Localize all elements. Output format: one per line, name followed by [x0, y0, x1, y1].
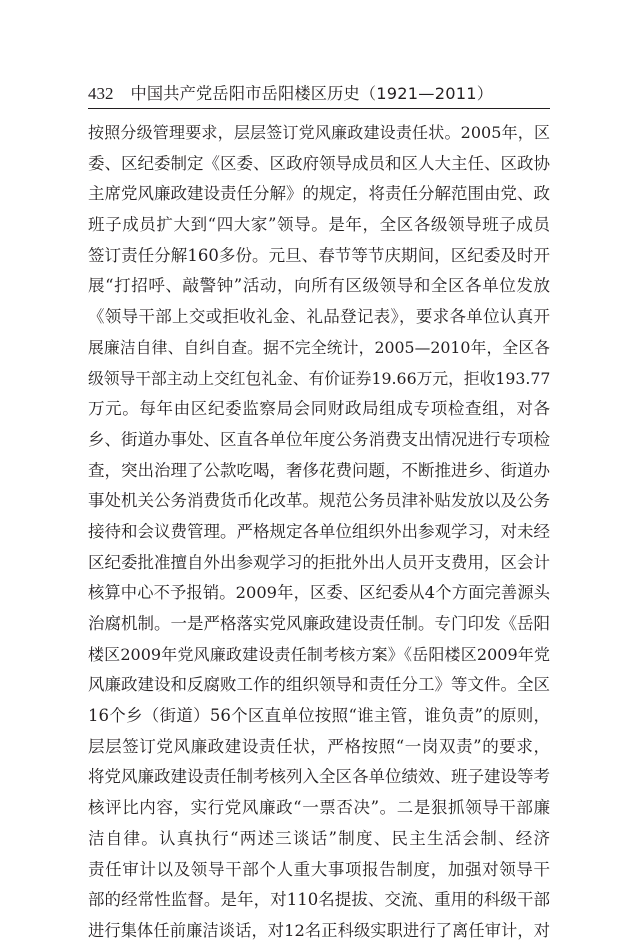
text-line: 16个乡（街道）56个区直单位按照“谁主管，谁负责”的原则， [88, 706, 550, 726]
text-line: 楼区2009年党风廉政建设责任制考核方案》《岳阳楼区2009年党 [88, 644, 550, 664]
text-line: 查，突出治理了公款吃喝，奢侈花费问题，不断推进乡、街道办 [88, 460, 550, 480]
text-line: 责任审计以及领导干部个人重大事项报告制度，加强对领导干 [88, 859, 550, 879]
text-line: 《领导干部上交或拒收礼金、礼品登记表》，要求各单位认真开 [88, 307, 550, 327]
text-line: 签订责任分解160多份。元旦、春节等节庆期间，区纪委及时开 [88, 245, 550, 265]
text-line: 核评比内容，实行党风廉政“一票否决”。二是狠抓领导干部廉 [88, 798, 550, 818]
text-line: 委、区纪委制定《区委、区政府领导成员和区人大主任、区政协 [88, 153, 550, 173]
text-line: 风廉政建设和反腐败工作的组织领导和责任分工》等文件。全区 [88, 675, 550, 695]
text-line: 洁自律。认真执行“两述三谈话”制度、民主生活会制、经济 [88, 828, 550, 848]
text-line: 核算中心不予报销。2009年，区委、区纪委从4个方面完善源头 [88, 583, 550, 603]
text-line: 万元。每年由区纪委监察局会同财政局组成专项检查组，对各 [88, 399, 550, 419]
text-line: 班子成员扩大到“四大家”领导。是年，全区各级领导班子成员 [88, 215, 550, 235]
text-line: 按照分级管理要求，层层签订党风廉政建设责任状。2005年，区 [88, 123, 550, 142]
page-number: 432 [88, 84, 114, 103]
text-line: 治腐机制。一是严格落实党风廉政建设责任制。专门印发《岳阳 [88, 614, 550, 633]
text-line: 将党风廉政建设责任制考核列入全区各单位绩效、班子建设等考 [88, 767, 550, 787]
text-line: 区纪委批准擅自外出参观学习的拒批外出人员开支费用，区会计 [88, 552, 550, 572]
text-line: 级领导干部主动上交红包礼金、有价证券19.66万元，拒收193.77 [88, 368, 551, 388]
body-text [88, 118, 550, 947]
text-line: 层层签订党风廉政建设责任状，严格按照“一岗双责”的要求， [88, 736, 550, 756]
running-title: 中国共产党岳阳市岳阳楼区历史（1921—2011） [130, 84, 494, 103]
header-rule [88, 108, 550, 109]
text-line: 乡、街道办事处、区直各单位年度公务消费支出情况进行专项检 [88, 429, 550, 449]
text-line: 部的经常性监督。是年，对110名提拔、交流、重用的科级干部 [88, 890, 550, 910]
text-line: 事处机关公务消费货币化改革。规范公务员津补贴发放以及公务 [88, 491, 550, 511]
text-line: 展“打招呼、敲警钟”活动，向所有区级领导和全区各单位发放 [88, 276, 550, 296]
text-line: 展廉洁自律、自纠自查。据不完全统计，2005—2010年，全区各 [88, 337, 550, 357]
text-line: 主席党风廉政建设责任分解》的规定，将责任分解范围由党、政 [88, 184, 550, 204]
text-line: 进行集体任前廉洁谈话，对12名正科级实职进行了离任审计，对 [88, 920, 550, 940]
text-line: 接待和会议费管理。严格规定各单位组织外出参观学习，对未经 [88, 521, 550, 541]
page-header [88, 80, 550, 104]
